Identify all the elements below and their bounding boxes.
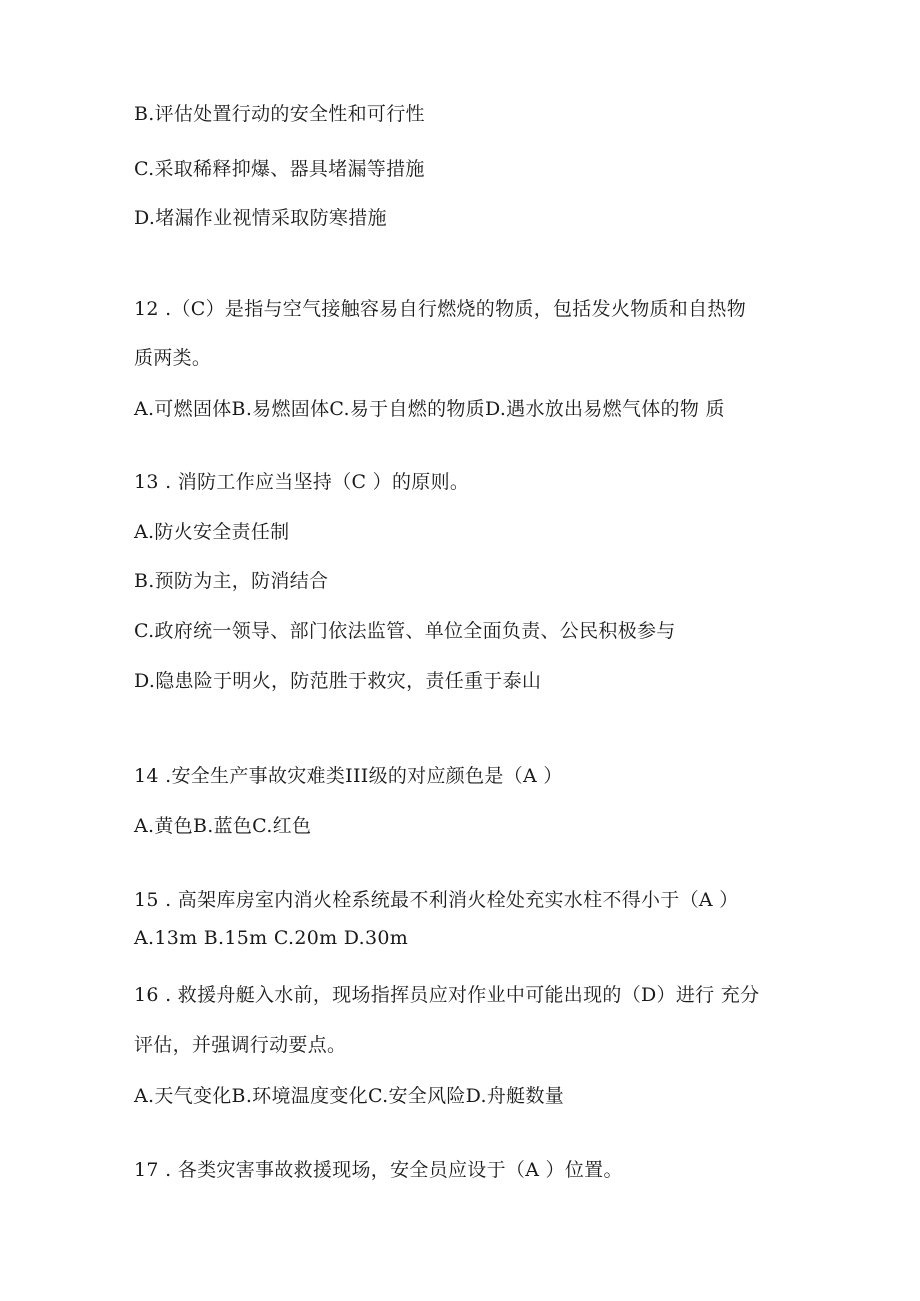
question-15: 15 . 高架库房室内消火栓系统最不利消火栓处充实水柱不得小于（A ） [134, 889, 739, 911]
question-13-option-b: B.预防为主，防消结合 [134, 570, 329, 592]
question-13-option-c: C.政府统一领导、部门依法监管、单位全面负责、公民积极参与 [134, 620, 676, 642]
question-16-options: A.天气变化B.环境温度变化C.安全风险D.舟艇数量 [134, 1085, 565, 1107]
question-12-options: A.可燃固体B.易燃固体C.易于自燃的物质D.遇水放出易燃气体的物 质 [134, 398, 725, 420]
option-c-line: C.采取稀释抑爆、器具堵漏等措施 [134, 158, 425, 180]
question-13: 13 . 消防工作应当坚持（C ）的原则。 [134, 471, 470, 493]
question-13-option-d: D.隐患险于明火，防范胜于救灾，责任重于泰山 [134, 670, 542, 692]
question-15-options: A.13m B.15m C.20m D.30m [134, 927, 409, 949]
option-b-line: B.评估处置行动的安全性和可行性 [134, 103, 425, 125]
question-17: 17 . 各类灾害事故救援现场，安全员应设于（A ）位置。 [134, 1159, 623, 1181]
question-16-line-2: 评估，并强调行动要点。 [134, 1034, 347, 1056]
question-16-line-1: 16 . 救援舟艇入水前，现场指挥员应对作业中可能出现的（D）进行 充分 [134, 984, 760, 1006]
option-d-line: D.堵漏作业视情采取防寒措施 [134, 207, 387, 229]
question-14-options: A.黄色B.蓝色C.红色 [134, 815, 312, 837]
question-12-line-1: 12 .（C）是指与空气接触容易自行燃烧的物质，包括发火物质和自热物 [134, 298, 746, 320]
question-14: 14 .安全生产事故灾难类III级的对应颜色是（A ） [134, 765, 563, 787]
question-12-line-2: 质两类。 [134, 347, 212, 369]
question-13-option-a: A.防火安全责任制 [134, 521, 290, 543]
